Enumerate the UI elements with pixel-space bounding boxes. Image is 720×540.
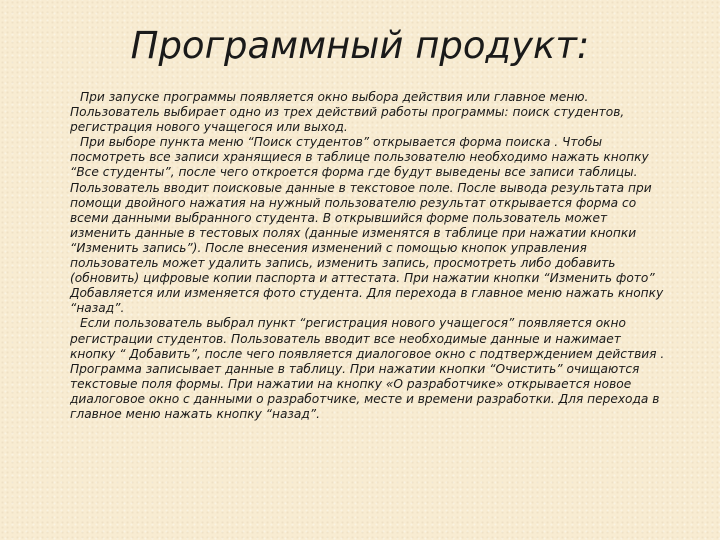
paragraph-intro: При запуске программы появляется окно выбора действия или главное меню. Пользователь выбирает одно из трех действий работы программы: поиск студентов, регистрация нового учащегося или выход. (70, 90, 625, 135)
slide-title: Программный продукт: (130, 24, 590, 67)
paragraph-registration: Если пользователь выбрал пункт “регистрация нового учащегося” появляется окно регистрации студентов. Пользователь вводит все необходимые данные и нажимает кнопку “ Добавить”, после чего появляется диалоговое окно с подтверждением действия . Программа записывает данные в таблицу. При нажатии кнопки “Очистить” очищаются текстовые поля формы. При нажатии на кнопку «О разработчике» открывается новое диалоговое окно с данными о разработчике, месте и времени разработки. Для перехода в главное меню нажать кнопку “назад”. (70, 316, 665, 421)
slide-body (70, 90, 670, 422)
paragraph-search: При выборе пункта меню “Поиск студентов” открывается форма поиска . Чтобы посмотреть все записи хранящиеся в таблице пользователю необходимо нажать кнопку “Все студенты”, после чего откроется форма где будут выведены все записи таблицы. Пользователь вводит поисковые данные в текстовое поле. После вывода результата при помощи двойного нажатия на нужный пользователю результат открывается форма со всеми данными выбранного студента. В открывшийся форме пользователь может изменить данные в тестовых полях (данные изменятся в таблице при нажатии кнопки “Изменить запись”). После внесения изменений с помощью кнопок управления пользователь может удалить запись, изменить запись, просмотреть либо добавить (обновить) цифровые копии паспорта и аттестата. При нажатии кнопки “Изменить фото” Добавляется или изменяется фото студента. Для перехода в главное меню нажать кнопку “назад”. (70, 135, 664, 316)
